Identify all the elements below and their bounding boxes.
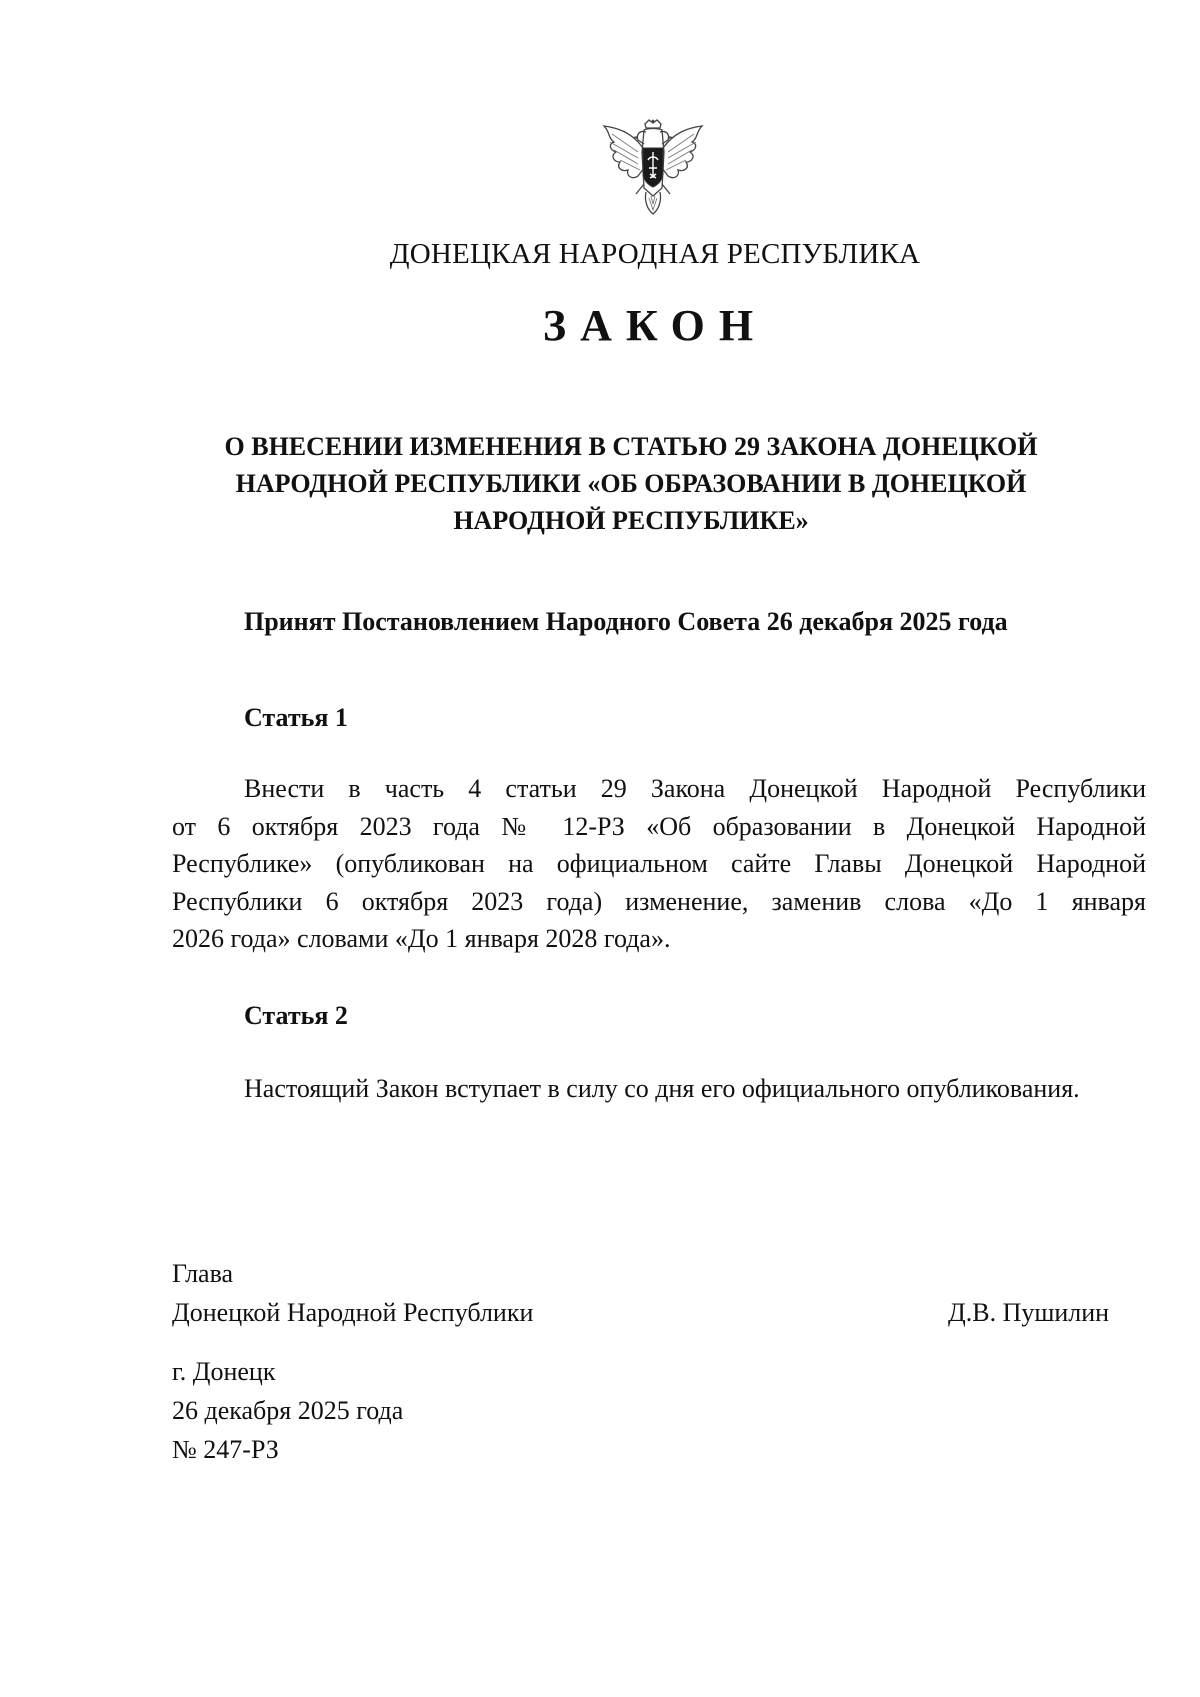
coat-of-arms-emblem [598, 118, 708, 218]
law-number: № 247-РЗ [172, 1435, 279, 1464]
article-1-line: Внести в часть 4 статьи 29 Закона Донецкой Народной Республики [244, 774, 1146, 803]
article-2-heading: Статья 2 [244, 1001, 348, 1030]
article-1-line: от 6 октября 2023 года № 12-РЗ «Об образовании в Донецкой Народной [172, 811, 1146, 841]
law-title-line: НАРОДНОЙ РЕСПУБЛИКИ «ОБ ОБРАЗОВАНИИ В ДОНЕЦКОЙ [235, 469, 1027, 498]
article-2-text: Настоящий Закон вступает в силу со дня его официального опубликования. [244, 1074, 1080, 1103]
article-1-line: Республики 6 октября 2023 года) изменение, заменив слова «До 1 января [172, 886, 1146, 916]
document-type: ЗАКОН [542, 301, 768, 350]
article-1-text [172, 770, 1146, 958]
place-date-number [172, 1352, 403, 1469]
republic-name: ДОНЕЦКАЯ НАРОДНАЯ РЕСПУБЛИКА [389, 238, 921, 270]
article-1-line: Республике» (опубликован на официальном сайте Главы Донецкой Народной [172, 849, 1146, 878]
law-title-line: О ВНЕСЕНИИ ИЗМЕНЕНИЯ В СТАТЬЮ 29 ЗАКОНА ДОНЕЦКОЙ [224, 432, 1038, 461]
signing-date: 26 декабря 2025 года [172, 1396, 404, 1425]
law-title-line: НАРОДНОЙ РЕСПУБЛИКЕ» [453, 506, 809, 535]
article-1-heading: Статья 1 [244, 703, 348, 732]
signer-name: Д.В. Пушилин [948, 1298, 1110, 1327]
adoption-line: Принят Постановлением Народного Совета 26 декабря 2025 года [244, 607, 1008, 636]
article-1-line: 2026 года» словами «До 1 января 2028 года». [172, 924, 671, 953]
signatory-position [172, 1254, 533, 1332]
position-title: Глава [172, 1259, 234, 1288]
law-title [172, 428, 1090, 539]
position-organization: Донецкой Народной Республики [172, 1298, 534, 1327]
city: г. Донецк [172, 1357, 276, 1386]
